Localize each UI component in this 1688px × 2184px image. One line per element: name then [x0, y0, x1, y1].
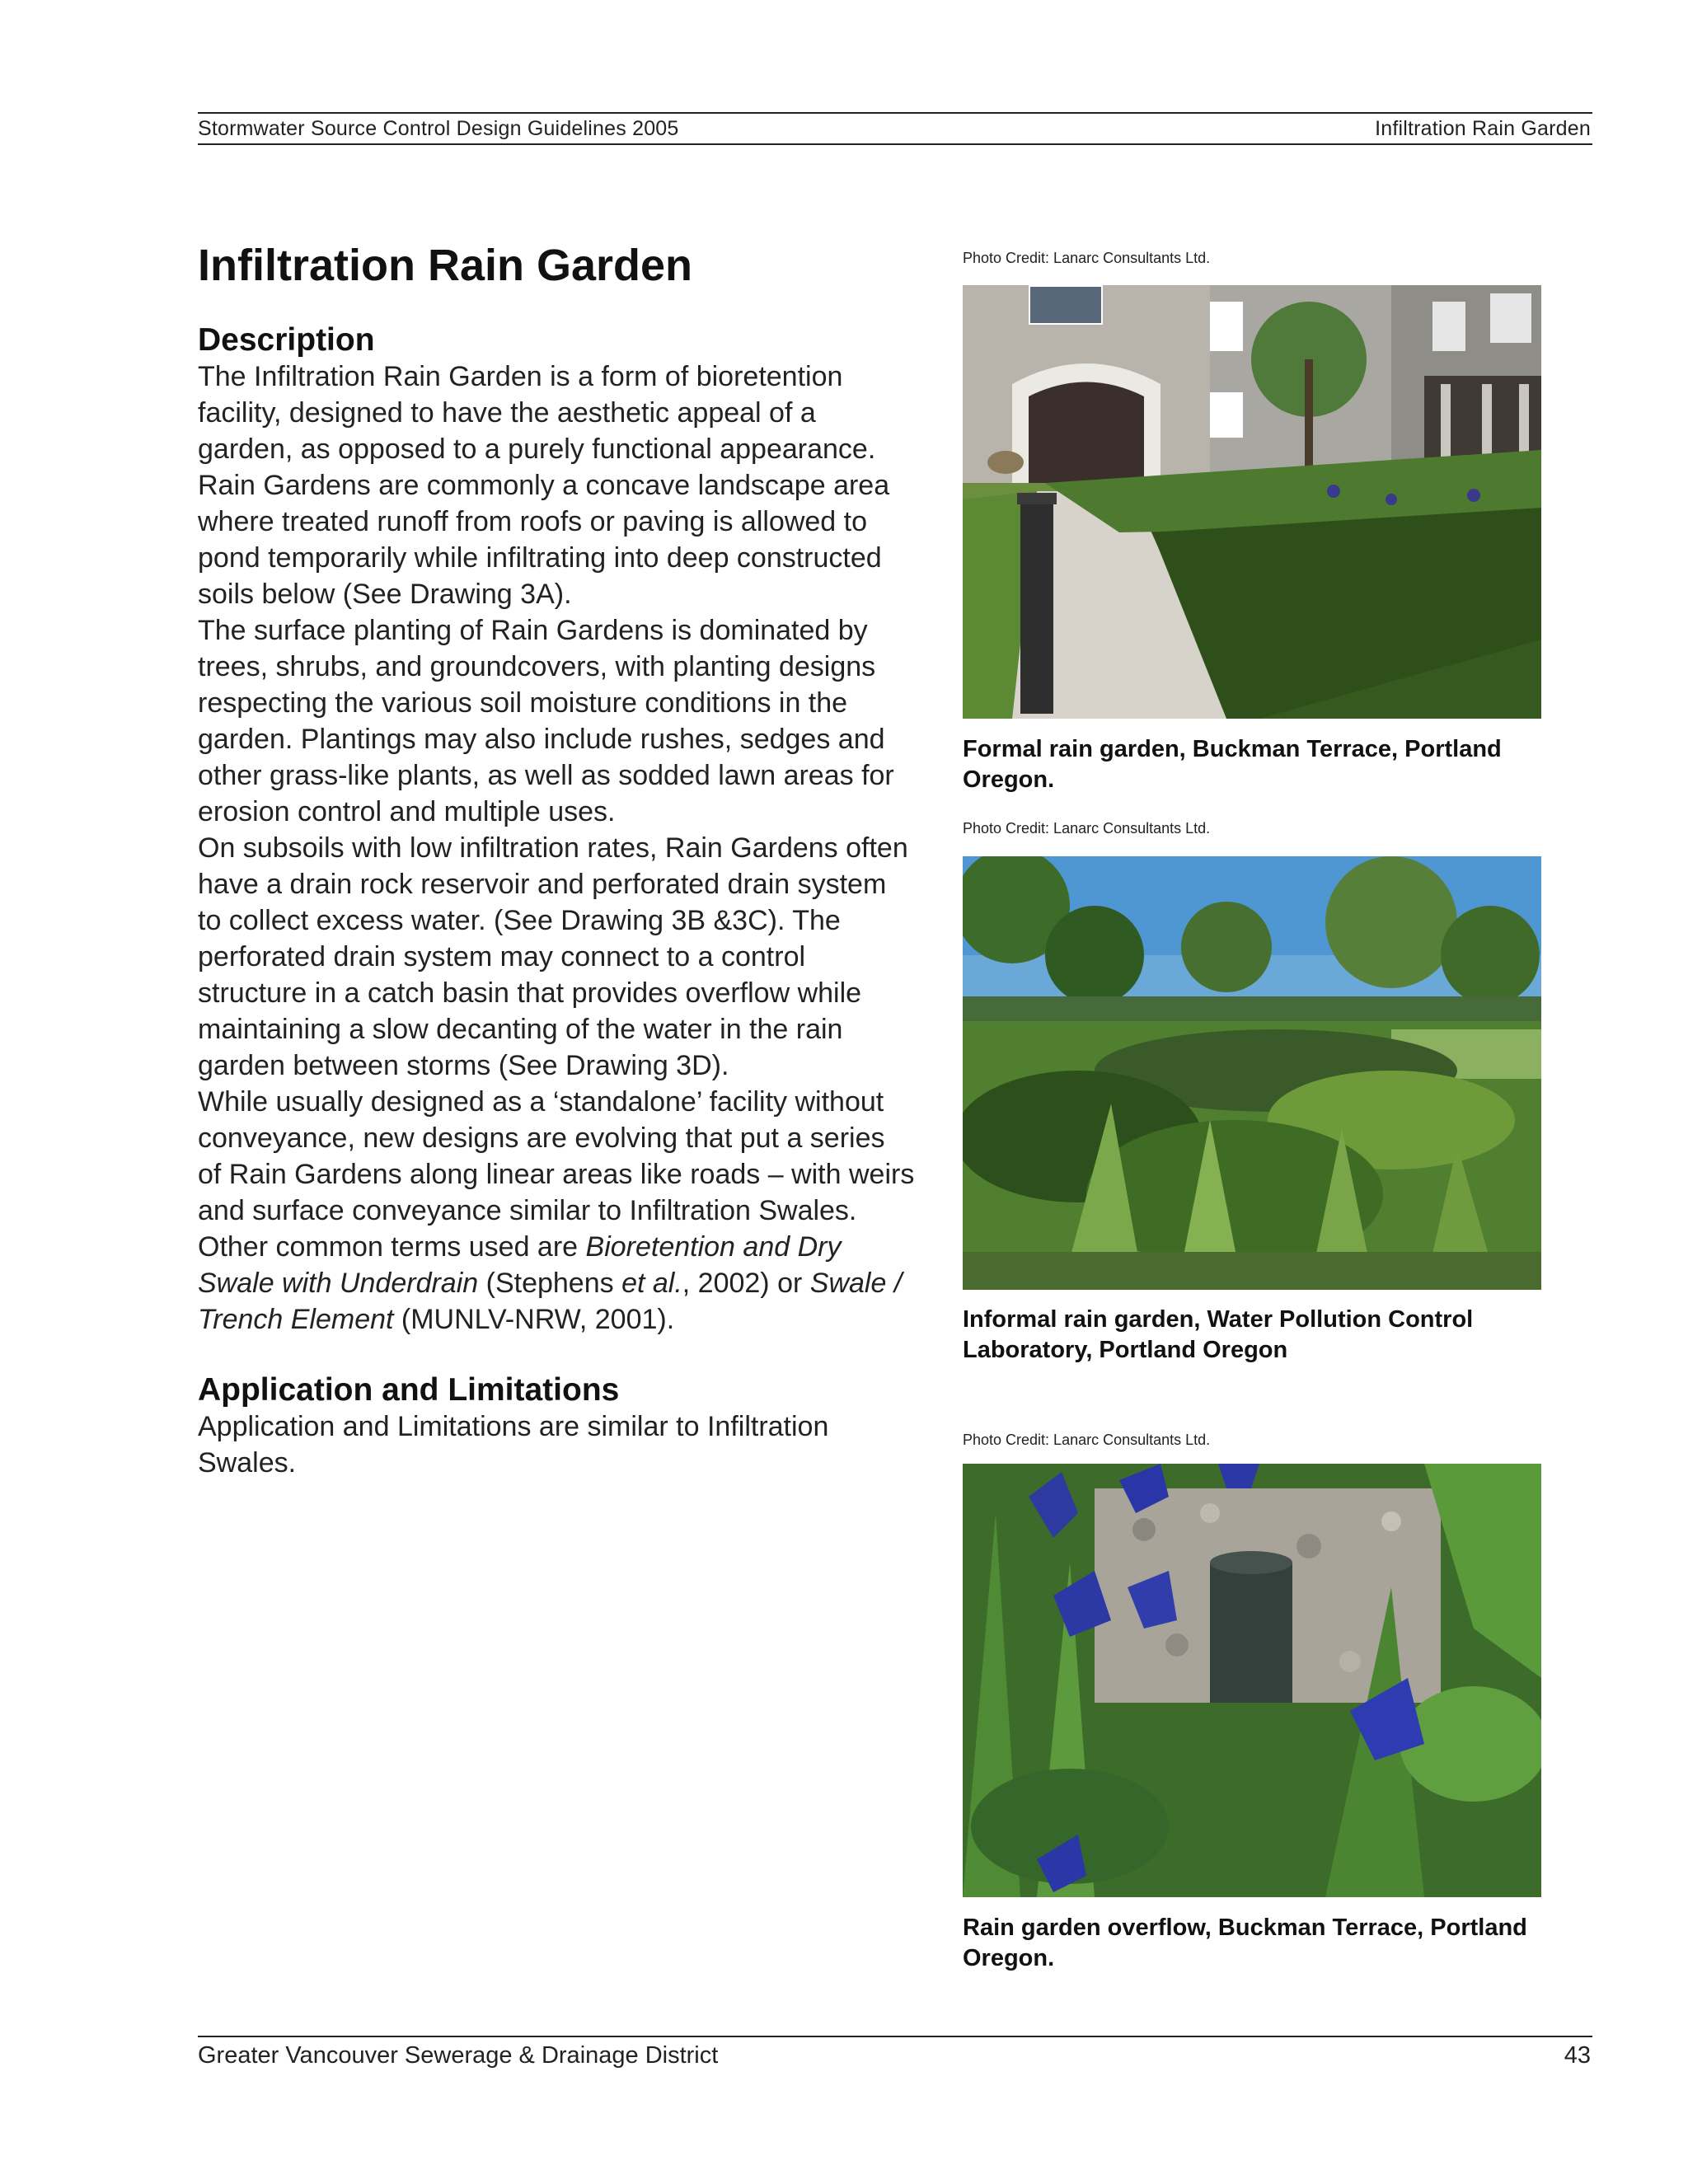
photo-rain-garden-overflow	[963, 1464, 1541, 1897]
header-rule-top	[198, 112, 1592, 114]
terms-text: (MUNLV-NRW, 2001).	[393, 1303, 675, 1335]
photo-formal-rain-garden	[963, 285, 1541, 719]
main-text-column	[198, 239, 915, 1481]
description-paragraph-4: While usually designed as a ‘standalone’ facility without conveyance, new designs are evolving that put a series of Rain Gardens along linear areas like roads – with weirs and surface conveyance similar to Infiltration Swales.	[198, 1085, 915, 1226]
application-heading: Application and Limitations	[198, 1371, 620, 1408]
terms-text: (Stephens	[478, 1267, 622, 1299]
header-left-text: Stormwater Source Control Design Guidelines 2005	[198, 117, 679, 140]
photo-credit-1: Photo Credit: Lanarc Consultants Ltd.	[963, 250, 1211, 266]
description-heading: Description	[198, 321, 375, 358]
footer-rule	[198, 2036, 1592, 2037]
terms-italic: Bioretention and Dry Swale with Underdrain	[198, 1230, 842, 1299]
photo-credit-3: Photo Credit: Lanarc Consultants Ltd.	[963, 1432, 1211, 1448]
description-paragraph-1: The Infiltration Rain Garden is a form of bioretention facility, designed to have the aesthetic appeal of a garden, as opposed to a purely functional appearance. Rain Gardens are commonly a concave landscape area where treated runoff from roofs or paving is allowed to pond temporarily while infiltrating into deep constructed soils below (See Drawing 3A).	[198, 360, 890, 610]
description-paragraph-5	[198, 1229, 915, 1338]
header-right-text: Infiltration Rain Garden	[1375, 117, 1591, 140]
application-paragraph: Application and Limitations are similar to Infiltration Swales.	[198, 1410, 829, 1479]
footer-left-text: Greater Vancouver Sewerage & Drainage District	[198, 2042, 719, 2069]
photo-caption-2: Informal rain garden, Water Pollution Control Laboratory, Portland Oregon	[963, 1306, 1474, 1363]
page-title: Infiltration Rain Garden	[198, 241, 693, 290]
terms-italic: Swale / Trench Element	[198, 1267, 903, 1335]
page-number: 43	[1564, 2042, 1591, 2069]
photo-informal-rain-garden	[963, 856, 1541, 1290]
photo-credit-2: Photo Credit: Lanarc Consultants Ltd.	[963, 820, 1211, 837]
photo-caption-3: Rain garden overflow, Buckman Terrace, Portland Oregon.	[963, 1915, 1527, 1971]
description-paragraph-2: The surface planting of Rain Gardens is dominated by trees, shrubs, and groundcovers, with planting designs respecting the various soil moisture conditions in the garden. Plantings may also include rushes, sedges and other grass-like plants, as well as sodded lawn areas for erosion control and multiple uses.	[198, 614, 894, 827]
terms-text: , 2002) or	[682, 1267, 810, 1299]
photo-caption-1: Formal rain garden, Buckman Terrace, Portland Oregon.	[963, 736, 1502, 793]
terms-italic: et al.	[621, 1267, 682, 1299]
header-rule-bottom	[198, 143, 1592, 145]
terms-text: Other common terms used are	[198, 1230, 586, 1263]
description-paragraph-3: On subsoils with low infiltration rates, Rain Gardens often have a drain rock reservoir and perforated drain system to collect excess water. (See Drawing 3B &3C). The perforated drain system may connect to a control structure in a catch basin that provides overflow while maintaining a slow decanting of the water in the rain garden between storms (See Drawing 3D).	[198, 832, 908, 1081]
